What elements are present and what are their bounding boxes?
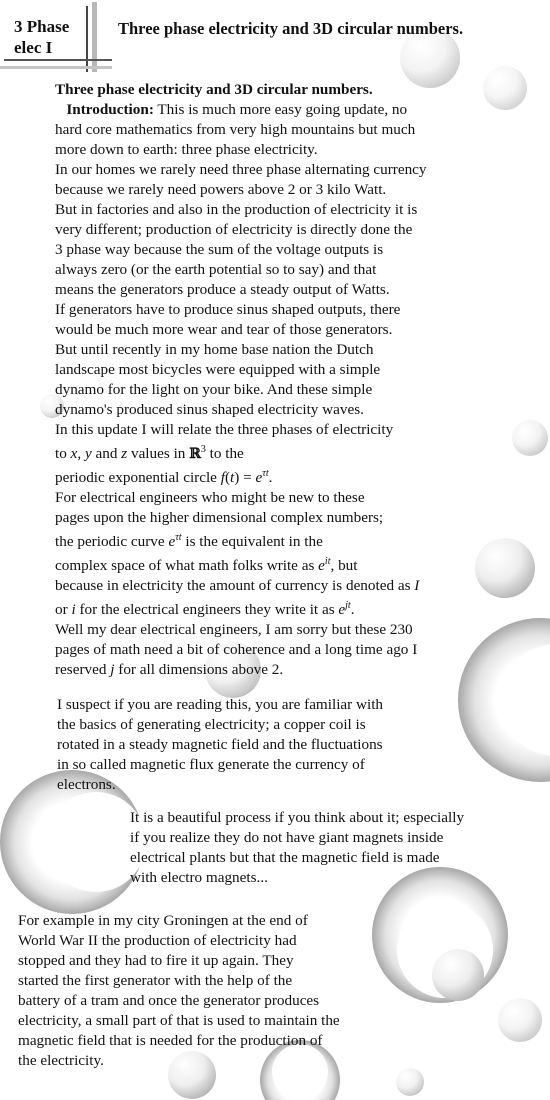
text-line: started the first generator with the help of the [18,972,293,989]
math-var: i [71,601,76,618]
math-superscript: jt [345,600,351,611]
text-fragment: , [77,445,85,462]
math-var: e [318,557,325,574]
text-line: World War II the production of electricity had [18,932,297,949]
math-superscript: 3 [200,444,206,455]
math-var: e [168,533,176,550]
text-fragment: to [55,445,71,462]
text-fragment: to the [205,445,244,462]
text-fragment: for all dimensions above 2. [114,661,284,678]
sphere-shape [512,420,548,456]
text-fragment: for the electrical engineers they write it as [75,601,339,618]
text-line: dynamo for the light on your bike. And these simple [55,381,373,398]
text-line: electrical plants but that the magnetic field is made [130,849,440,866]
text-line: If generators have to produce sinus shaped outputs, there [55,301,401,318]
text-line: landscape most bicycles were equipped with a simple [55,361,381,378]
text-fragment: reserved [55,661,111,678]
text-fragment: the periodic curve [55,533,169,550]
text-line: with electro magnets... [130,869,268,886]
header-divider [92,2,97,72]
section-heading: Three phase electricity and 3D circular numbers. [55,81,373,98]
sphere-shape [483,66,527,110]
math-var: t [230,469,235,486]
text-fragment: ) = [234,469,256,486]
math-var: y [84,445,92,462]
text-line: if you realize they do not have giant magnets inside [130,829,444,846]
sphere-shape [475,538,535,598]
page-title: Three phase electricity and 3D circular numbers. [118,19,464,38]
math-var: f [220,469,225,486]
text-line: stopped and they had to fire it up again. They [18,952,294,969]
math-var: j [110,661,115,678]
text-line: hard core mathematics from very high mountains but much [55,121,416,138]
paragraph [130,808,464,888]
text-line: Well my dear electrical engineers, I am sorry but these 230 [55,621,413,638]
math-superscript: τt [175,532,182,543]
text-line: But until recently in my home base nation the Dutch [55,341,374,358]
sphere-shape [498,998,542,1042]
text-fragment: values in [127,445,190,462]
text-line: electrons. [57,776,116,793]
paragraph [57,695,383,795]
math-symbol: ℝ [189,446,201,462]
text-line: dynamo's produced sinus shaped electricity waves. [55,401,364,418]
text-line: But in factories and also in the production of electricity it is [55,201,418,218]
text-line: For example in my city Groningen at the end of [18,912,308,929]
text-line: the electricity. [18,1052,104,1069]
text-fragment: . [268,469,273,486]
text-line: pages of math need a bit of coherence and a long time ago I [55,641,418,658]
text-line: always zero (or the earth potential so to say) and that [55,261,377,278]
math-var: z [121,445,128,462]
text-line: In our homes we rarely need three phase alternating currency [55,161,427,178]
text-line: electricity, a small part of that is used to maintain the [18,1012,340,1029]
math-var: I [414,577,420,594]
text-line: In this update I will relate the three phases of electricity [55,421,394,438]
math-var: e [338,601,346,618]
text-line: rotated in a steady magnetic field and the fluctuations [57,736,383,753]
section-tag-line-1: 3 Phase [14,17,70,36]
header-rule [0,66,112,69]
math-var: e [255,469,263,486]
text-line: very different; production of electricity is directly done the [55,221,413,238]
text-fragment: and [91,445,122,462]
text-fragment: because in electricity the amount of currency is denoted as [55,577,415,594]
text-line: more down to earth: three phase electricity. [55,141,318,158]
section-tag [14,16,69,58]
text-fragment: periodic exponential circle [55,469,221,486]
text-fragment: This is much more easy going update, no [157,101,408,118]
section-tag-line-2: elec I [14,38,53,57]
intro-label: Introduction: [66,101,154,118]
text-line: For electrical engineers who might be new to these [55,489,365,506]
text-line [55,464,427,488]
math-var: x [70,445,78,462]
header-divider [86,6,88,72]
math-superscript: τt [262,468,269,479]
text-line [55,576,427,596]
text-fragment: , but [330,557,358,574]
text-line: in so called magnetic flux generate the currency of [57,756,365,773]
text-line: It is a beautiful process if you think about it; especially [130,809,465,826]
header-rule [4,59,112,61]
paragraph [18,911,340,1071]
text-line: magnetic field that is needed for the production of [18,1032,323,1049]
text-fragment: or [55,601,72,618]
text-line [55,528,427,552]
text-line [55,660,427,680]
text-fragment: . [350,601,355,618]
text-line: would be much more wear and tear of those generators. [55,321,393,338]
text-line: I suspect if you are reading this, you are familiar with [57,696,384,713]
text-line: 3 phase way because the sum of the voltage outputs is [55,241,384,258]
sphere-shape [396,1068,424,1096]
text-fragment: complex space of what math folks write as [55,557,319,574]
text-line [55,552,427,576]
text-line [55,596,427,620]
text-line: battery of a tram and once the generator produces [18,992,320,1009]
math-superscript: it [324,556,331,567]
text-line [55,440,427,464]
text-line: means the generators produce a steady output of Watts. [55,281,390,298]
text-line [55,100,427,120]
text-fragment: is the equivalent in the [181,533,323,550]
text-line: the basics of generating electricity; a copper coil is [57,716,366,733]
text-line: because we rarely need powers above 2 or 3 kilo Watt. [55,181,387,198]
sphere-shape [432,949,484,1001]
text-fragment: ( [224,469,231,486]
text-line: pages upon the higher dimensional complex numbers; [55,509,384,526]
main-section [55,80,427,680]
